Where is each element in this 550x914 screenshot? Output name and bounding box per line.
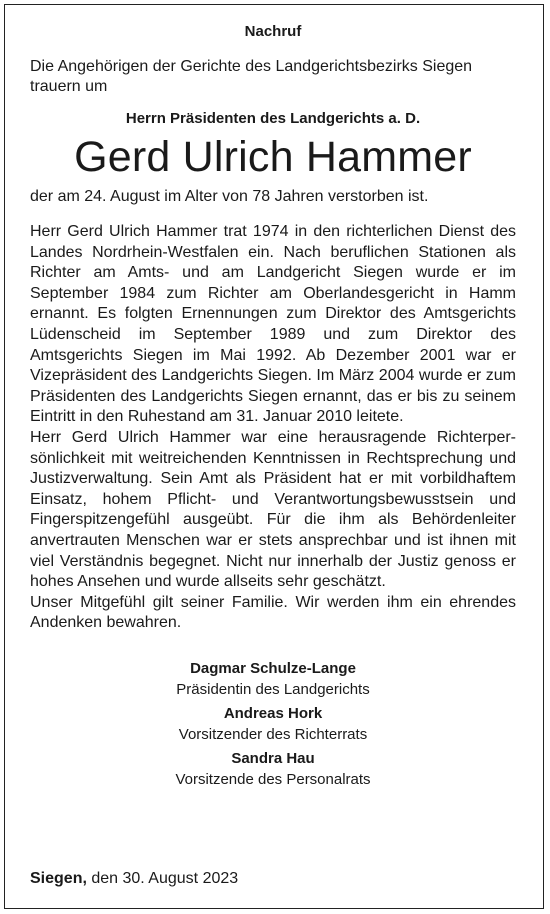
signer-name: Dagmar Schulze-Lange — [190, 659, 356, 677]
date: den 30. August 2023 — [91, 870, 239, 887]
condolence-paragraph: Unser Mitgefühl gilt seiner Familie. Wir werden ihm ein ehrendes Andenken bewahren. — [30, 593, 516, 632]
tribute-paragraph: Herr Gerd Ulrich Hammer war eine herausragende Richterpersönlichkeit mit weitreichenden Kenntnissen in Rechtsprechung und Justizverwaltung. Sein Amt als Präsident hat er mit vorbildhaftem Einsatz, hohem Pflicht- und Verantwortungsbewusstsein und Fingerspitzengefühl ausgeübt. Für die ihm als Behördenleiter anvertrauten Menschen war er stets ansprechbar und ist ihnen mit viel Verständnis begegnet. Nicht nur innerhalb der Justiz genoss er hohes Ansehen und wurde allseits sehr geschätzt. — [30, 428, 516, 591]
signer-role: Präsidentin des Landgerichts — [176, 680, 370, 698]
signer-name: Andreas Hork — [223, 704, 323, 722]
notice-heading: Nachruf — [244, 23, 302, 40]
place-date-line — [30, 869, 238, 889]
signatories — [30, 658, 516, 790]
place: Siegen, — [30, 870, 87, 887]
signer-name: Sandra Hau — [231, 749, 315, 767]
honorific-title: Herrn Präsidenten des Landgerichts a. D. — [125, 110, 421, 127]
obituary-notice — [30, 22, 516, 793]
intro-text: Die Angehörigen der Gerichte des Landgerichtsbezirks Siegen trauern um — [30, 58, 473, 95]
deceased-name: Gerd Ulrich Hammer — [74, 133, 472, 181]
signer-role: Vorsitzende des Personalrats — [175, 770, 371, 788]
signer-role: Vorsitzender des Richterrats — [178, 725, 368, 743]
death-statement: der am 24. August im Alter von 78 Jahren verstorben ist. — [30, 188, 429, 205]
career-paragraph: Herr Gerd Ulrich Hammer trat 1974 in den richterlichen Dienst des Landes Nordrhein-Westfalen ein. Nach beruflichen Stationen als Richter am Amts- und am Landgericht Siegen wurde er im September 1984 zum Richter am Oberlandesgericht in Hamm ernannt. Es folgten Ernennungen zum Direktor des Amtsgerichts Lüdenscheid im September 1989 und zum Direktor des Amtsgerichts Siegen im Mai 1992. Ab Dezember 2001 war er Vizepräsident des Landgerichts Siegen. Im März 2004 wurde er zum Präsidenten des Landgerichts Siegen ernannt, das er bis zu seinem Eintritt in den Ruhestand am 31. Januar 2010 leitete. — [30, 223, 516, 426]
